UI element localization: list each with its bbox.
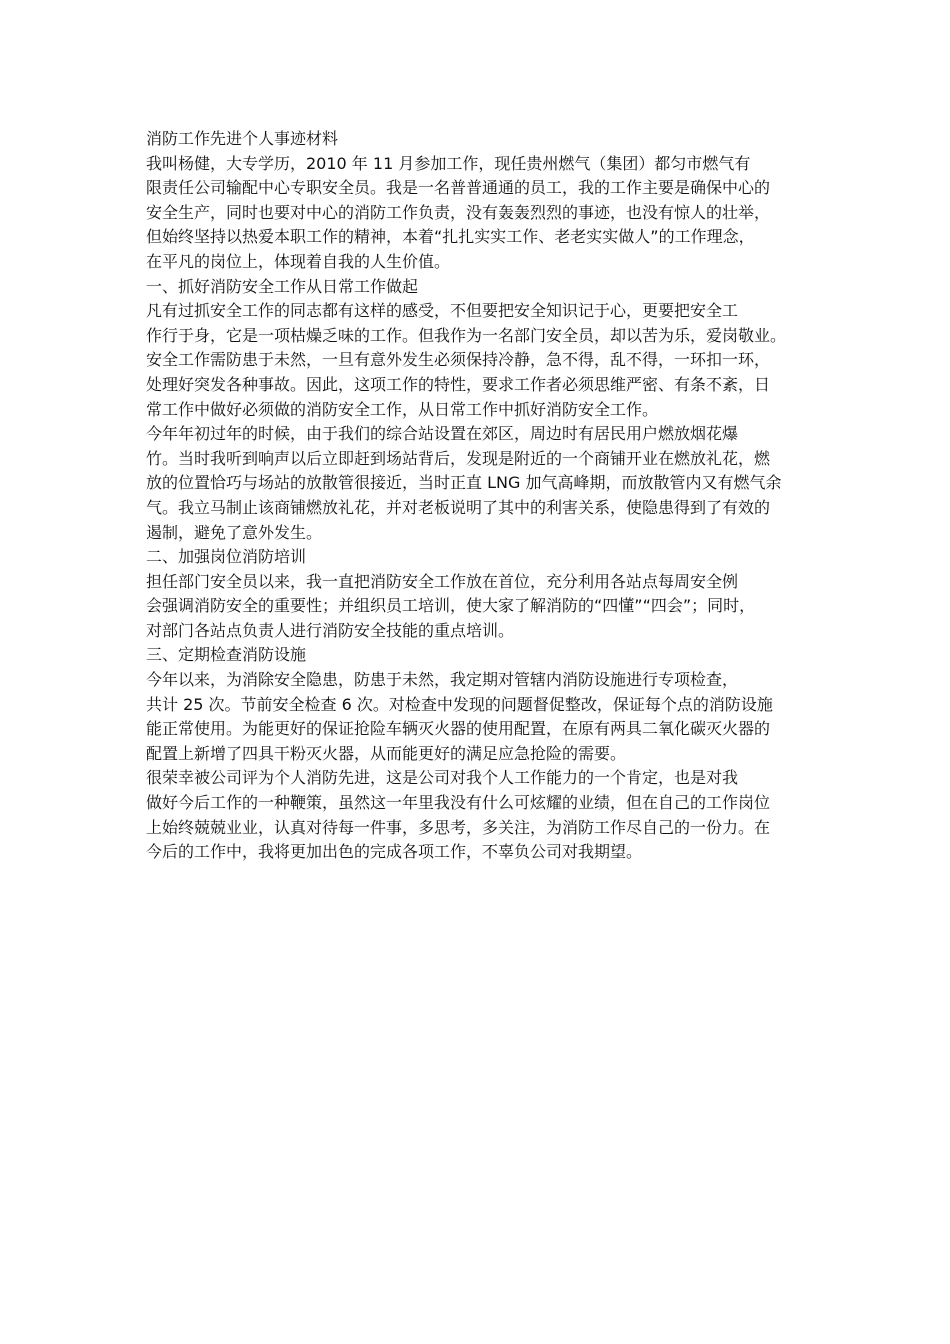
text-line: 常工作中做好必须做的消防安全工作，从日常工作中抓好消防安全工作。 xyxy=(146,399,659,419)
section-heading: 二、加强岗位消防培训 xyxy=(146,547,307,567)
text-line: 处理好突发各种事故。因此，这项工作的特性，要求工作者必须思维严密、有条不紊，日 xyxy=(146,374,771,394)
text-line: 限责任公司输配中心专职安全员。我是一名普普通通的员工，我的工作主要是确保中心的 xyxy=(146,178,771,198)
text-line: 今年以来，为消除安全隐患，防患于未然，我定期对管辖内消防设施进行专项检查， xyxy=(146,670,739,690)
text-line: 共计 25 次。节前安全检查 6 次。对检查中发现的问题督促整改，保证每个点的消防设施 xyxy=(146,694,773,714)
document-title: 消防工作先进个人事迹材料 xyxy=(146,129,339,148)
text-line: 安全工作需防患于未然，一旦有意外发生必须保持冷静，急不得，乱不得，一环扣一环， xyxy=(146,350,771,370)
text-line: 在平凡的岗位上，体现着自我的人生价值。 xyxy=(146,251,451,271)
text-line: 上始终兢兢业业，认真对待每一件事，多思考，多关注，为消防工作尽自己的一份力。在 xyxy=(146,817,771,837)
text-line: 担任部门安全员以来，我一直把消防安全工作放在首位，充分利用各站点每周安全例 xyxy=(146,571,739,591)
text-line: 很荣幸被公司评为个人消防先进，这是公司对我个人工作能力的一个肯定，也是对我 xyxy=(146,768,739,788)
text-line: 今年年初过年的时候，由于我们的综合站设置在郊区，周边时有居民用户燃放烟花爆 xyxy=(146,424,739,444)
text-line: 放的位置恰巧与场站的放散管很接近，当时正直 LNG 加气高峰期，而放散管内又有燃气余 xyxy=(146,473,782,493)
text-line: 但始终坚持以热爱本职工作的精神，本着“扎扎实实工作、老老实实做人”的工作理念， xyxy=(146,227,755,247)
text-line: 凡有过抓安全工作的同志都有这样的感受，不但要把安全知识记于心，更要把安全工 xyxy=(146,301,739,321)
text-line: 会强调消防安全的重要性；并组织员工培训，使大家了解消防的“四懂”“四会”；同时， xyxy=(146,596,756,616)
text-line: 能正常使用。为能更好的保证抢险车辆灭火器的使用配置，在原有两具二氧化碳灭火器的 xyxy=(146,719,771,739)
section-heading: 一、抓好消防安全工作从日常工作做起 xyxy=(146,276,419,296)
text-line: 配置上新增了四具干粉灭火器，从而能更好的满足应急抢险的需要。 xyxy=(146,743,627,763)
text-line: 安全生产，同时也要对中心的消防工作负责，没有轰轰烈烈的事迹，也没有惊人的壮举， xyxy=(146,202,771,222)
text-line: 作行于身，它是一项枯燥乏味的工作。但我作为一名部门安全员，却以苦为乐，爱岗敬业。 xyxy=(146,325,787,345)
text-line: 遏制，避免了意外发生。 xyxy=(146,522,323,542)
section-heading: 三、定期检查消防设施 xyxy=(146,645,307,665)
text-line: 我叫杨健，大专学历，2010 年 11 月参加工作，现任贵州燃气（集团）都匀市燃气有 xyxy=(146,153,751,173)
document-body xyxy=(146,127,816,865)
text-line: 竹。当时我听到响声以后立即赶到场站背后，发现是附近的一个商铺开业在燃放礼花，燃 xyxy=(146,448,771,468)
text-line: 气。我立马制止该商铺燃放礼花，并对老板说明了其中的利害关系，使隐患得到了有效的 xyxy=(146,497,771,517)
text-line: 今后的工作中，我将更加出色的完成各项工作，不辜负公司对我期望。 xyxy=(146,842,643,862)
text-line: 对部门各站点负责人进行消防安全技能的重点培训。 xyxy=(146,620,515,640)
text-line: 做好今后工作的一种鞭策，虽然这一年里我没有什么可炫耀的业绩，但在自己的工作岗位 xyxy=(146,793,771,813)
